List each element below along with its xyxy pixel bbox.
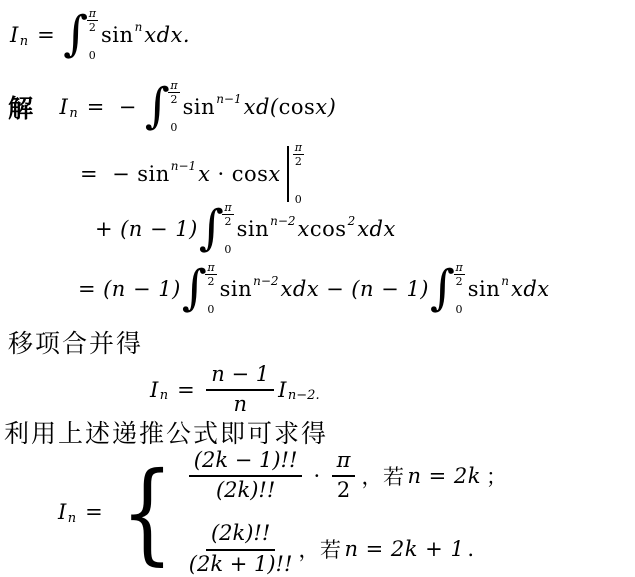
upper-limit-denominator: 2	[455, 275, 463, 288]
condition-prefix: ，若	[361, 464, 405, 489]
upper-limit-numerator: π	[455, 261, 463, 274]
cos-function: cos	[278, 95, 316, 119]
condition-prefix: ，若	[298, 538, 342, 563]
var-I: I	[278, 377, 287, 402]
exponent: n	[501, 274, 510, 288]
integrand-tail: x)	[315, 95, 337, 119]
text-use-recursion	[4, 414, 328, 450]
integrand-tail: xdx	[357, 217, 396, 241]
cos-function: cos	[231, 162, 269, 186]
coefficient: (n − 1)	[120, 217, 198, 241]
integral	[199, 202, 234, 256]
cdot-sign: ·	[217, 162, 225, 186]
coefficient: (n − 1)	[351, 277, 429, 301]
sin-function: sin	[219, 277, 253, 301]
exponent: n−1	[170, 159, 197, 173]
equals-sign: =	[86, 95, 105, 119]
minus-sign: −	[112, 162, 131, 186]
integral	[182, 262, 217, 316]
numerator: n − 1	[206, 362, 274, 391]
formula-recursion	[150, 362, 322, 417]
condition-end: .	[467, 537, 475, 562]
formula-line-4	[95, 202, 396, 256]
var-I: I	[58, 500, 67, 525]
var-I: I	[59, 95, 69, 119]
formula-line-2	[8, 80, 336, 134]
integral	[430, 262, 465, 316]
cases-brace: {	[121, 448, 174, 577]
var-x: x	[297, 217, 310, 241]
subscript-n: n	[159, 388, 169, 404]
formula-cases	[58, 448, 508, 577]
sentence-text: 移项合并得	[8, 329, 144, 358]
evaluation-limits	[293, 142, 304, 206]
integral-lower-limit: 0	[88, 49, 96, 62]
integral-sign: ∫	[430, 260, 456, 316]
exponent: 2	[347, 214, 356, 228]
fraction	[189, 448, 303, 503]
upper-limit-numerator: π	[207, 261, 215, 274]
upper-limit-numerator: π	[170, 79, 178, 92]
solution-label: 解	[8, 94, 34, 123]
integral-lower-limit: 0	[170, 121, 178, 134]
evaluation-upper-limit	[293, 142, 304, 167]
var-I: I	[10, 23, 19, 47]
sin-function: sin	[101, 23, 134, 47]
integral	[145, 80, 180, 134]
cdot-sign: ·	[313, 463, 321, 488]
exponent: n−2	[270, 214, 296, 228]
upper-limit-denominator: 2	[207, 275, 215, 288]
upper-limit-denominator: 2	[294, 155, 302, 168]
equals-sign: =	[80, 162, 99, 186]
denominator: (2k + 1)!!	[188, 551, 293, 576]
plus-sign: +	[95, 217, 114, 241]
pi-over-two-fraction	[332, 448, 356, 503]
integral	[63, 8, 98, 62]
upper-limit-denominator: 2	[224, 215, 232, 228]
var-I: I	[150, 377, 159, 402]
fraction	[189, 521, 293, 576]
integral-lower-limit: 0	[455, 303, 463, 316]
var-x: x	[268, 162, 281, 186]
cos-function: cos	[309, 217, 347, 241]
subscript-n: n	[69, 105, 78, 121]
sentence-text: 利用上述递推公式即可求得	[4, 419, 329, 448]
upper-limit-numerator: π	[294, 141, 302, 154]
denominator: 2	[336, 478, 351, 503]
integrand-tail: xd(	[243, 95, 279, 119]
sin-function: sin	[137, 162, 170, 186]
subscript-n-minus-2: n−2.	[287, 388, 320, 404]
integral-sign: ∫	[181, 260, 208, 316]
exponent: n	[134, 20, 143, 34]
denominator: n	[233, 392, 247, 417]
coefficient: (n − 1)	[103, 277, 181, 301]
sin-function: sin	[467, 277, 501, 301]
denominator: (2k)!!	[215, 478, 276, 503]
numerator: (2k)!!	[206, 521, 275, 550]
text-move-terms	[8, 324, 143, 360]
numerator: (2k − 1)!!	[189, 448, 303, 477]
sin-function: sin	[182, 95, 216, 119]
var-x: x	[198, 162, 211, 186]
formula-line-3	[80, 142, 304, 206]
integral-sign: ∫	[63, 6, 89, 62]
integral-sign: ∫	[144, 78, 171, 134]
equals-sign: =	[177, 377, 196, 402]
numerator: π	[332, 448, 356, 477]
equals-sign: =	[85, 500, 104, 525]
equals-sign: =	[37, 23, 56, 47]
integrand-tail: xdx.	[144, 23, 191, 47]
integral-sign: ∫	[198, 200, 225, 256]
subscript-n: n	[19, 33, 29, 49]
subscript-n: n	[67, 510, 77, 526]
evaluation-bar	[287, 146, 289, 202]
fraction	[206, 362, 274, 417]
integrand-tail: xdx	[280, 277, 320, 301]
upper-limit-numerator: π	[88, 7, 97, 20]
exponent: n−2	[253, 274, 279, 288]
condition-end: ；	[486, 464, 508, 489]
upper-limit-denominator: 2	[88, 21, 96, 34]
formula-line-5	[78, 262, 550, 316]
minus-sign: −	[326, 277, 345, 301]
condition-math: n = 2k	[407, 463, 482, 488]
integral-lower-limit: 0	[207, 303, 215, 316]
upper-limit-denominator: 2	[170, 93, 178, 106]
formula-line-1	[10, 8, 190, 62]
equals-sign: =	[78, 277, 97, 301]
evaluation-bar-group	[287, 142, 304, 206]
condition-math: n = 2k + 1	[344, 537, 465, 562]
upper-limit-numerator: π	[224, 201, 232, 214]
minus-sign: −	[118, 95, 137, 119]
cases-column	[185, 448, 508, 577]
case-even	[185, 448, 508, 503]
sin-function: sin	[236, 217, 270, 241]
case-odd	[185, 521, 508, 576]
evaluation-lower-limit: 0	[294, 193, 302, 206]
exponent: n−1	[216, 92, 242, 106]
integral-lower-limit: 0	[224, 243, 232, 256]
integrand-tail: xdx	[511, 277, 550, 301]
